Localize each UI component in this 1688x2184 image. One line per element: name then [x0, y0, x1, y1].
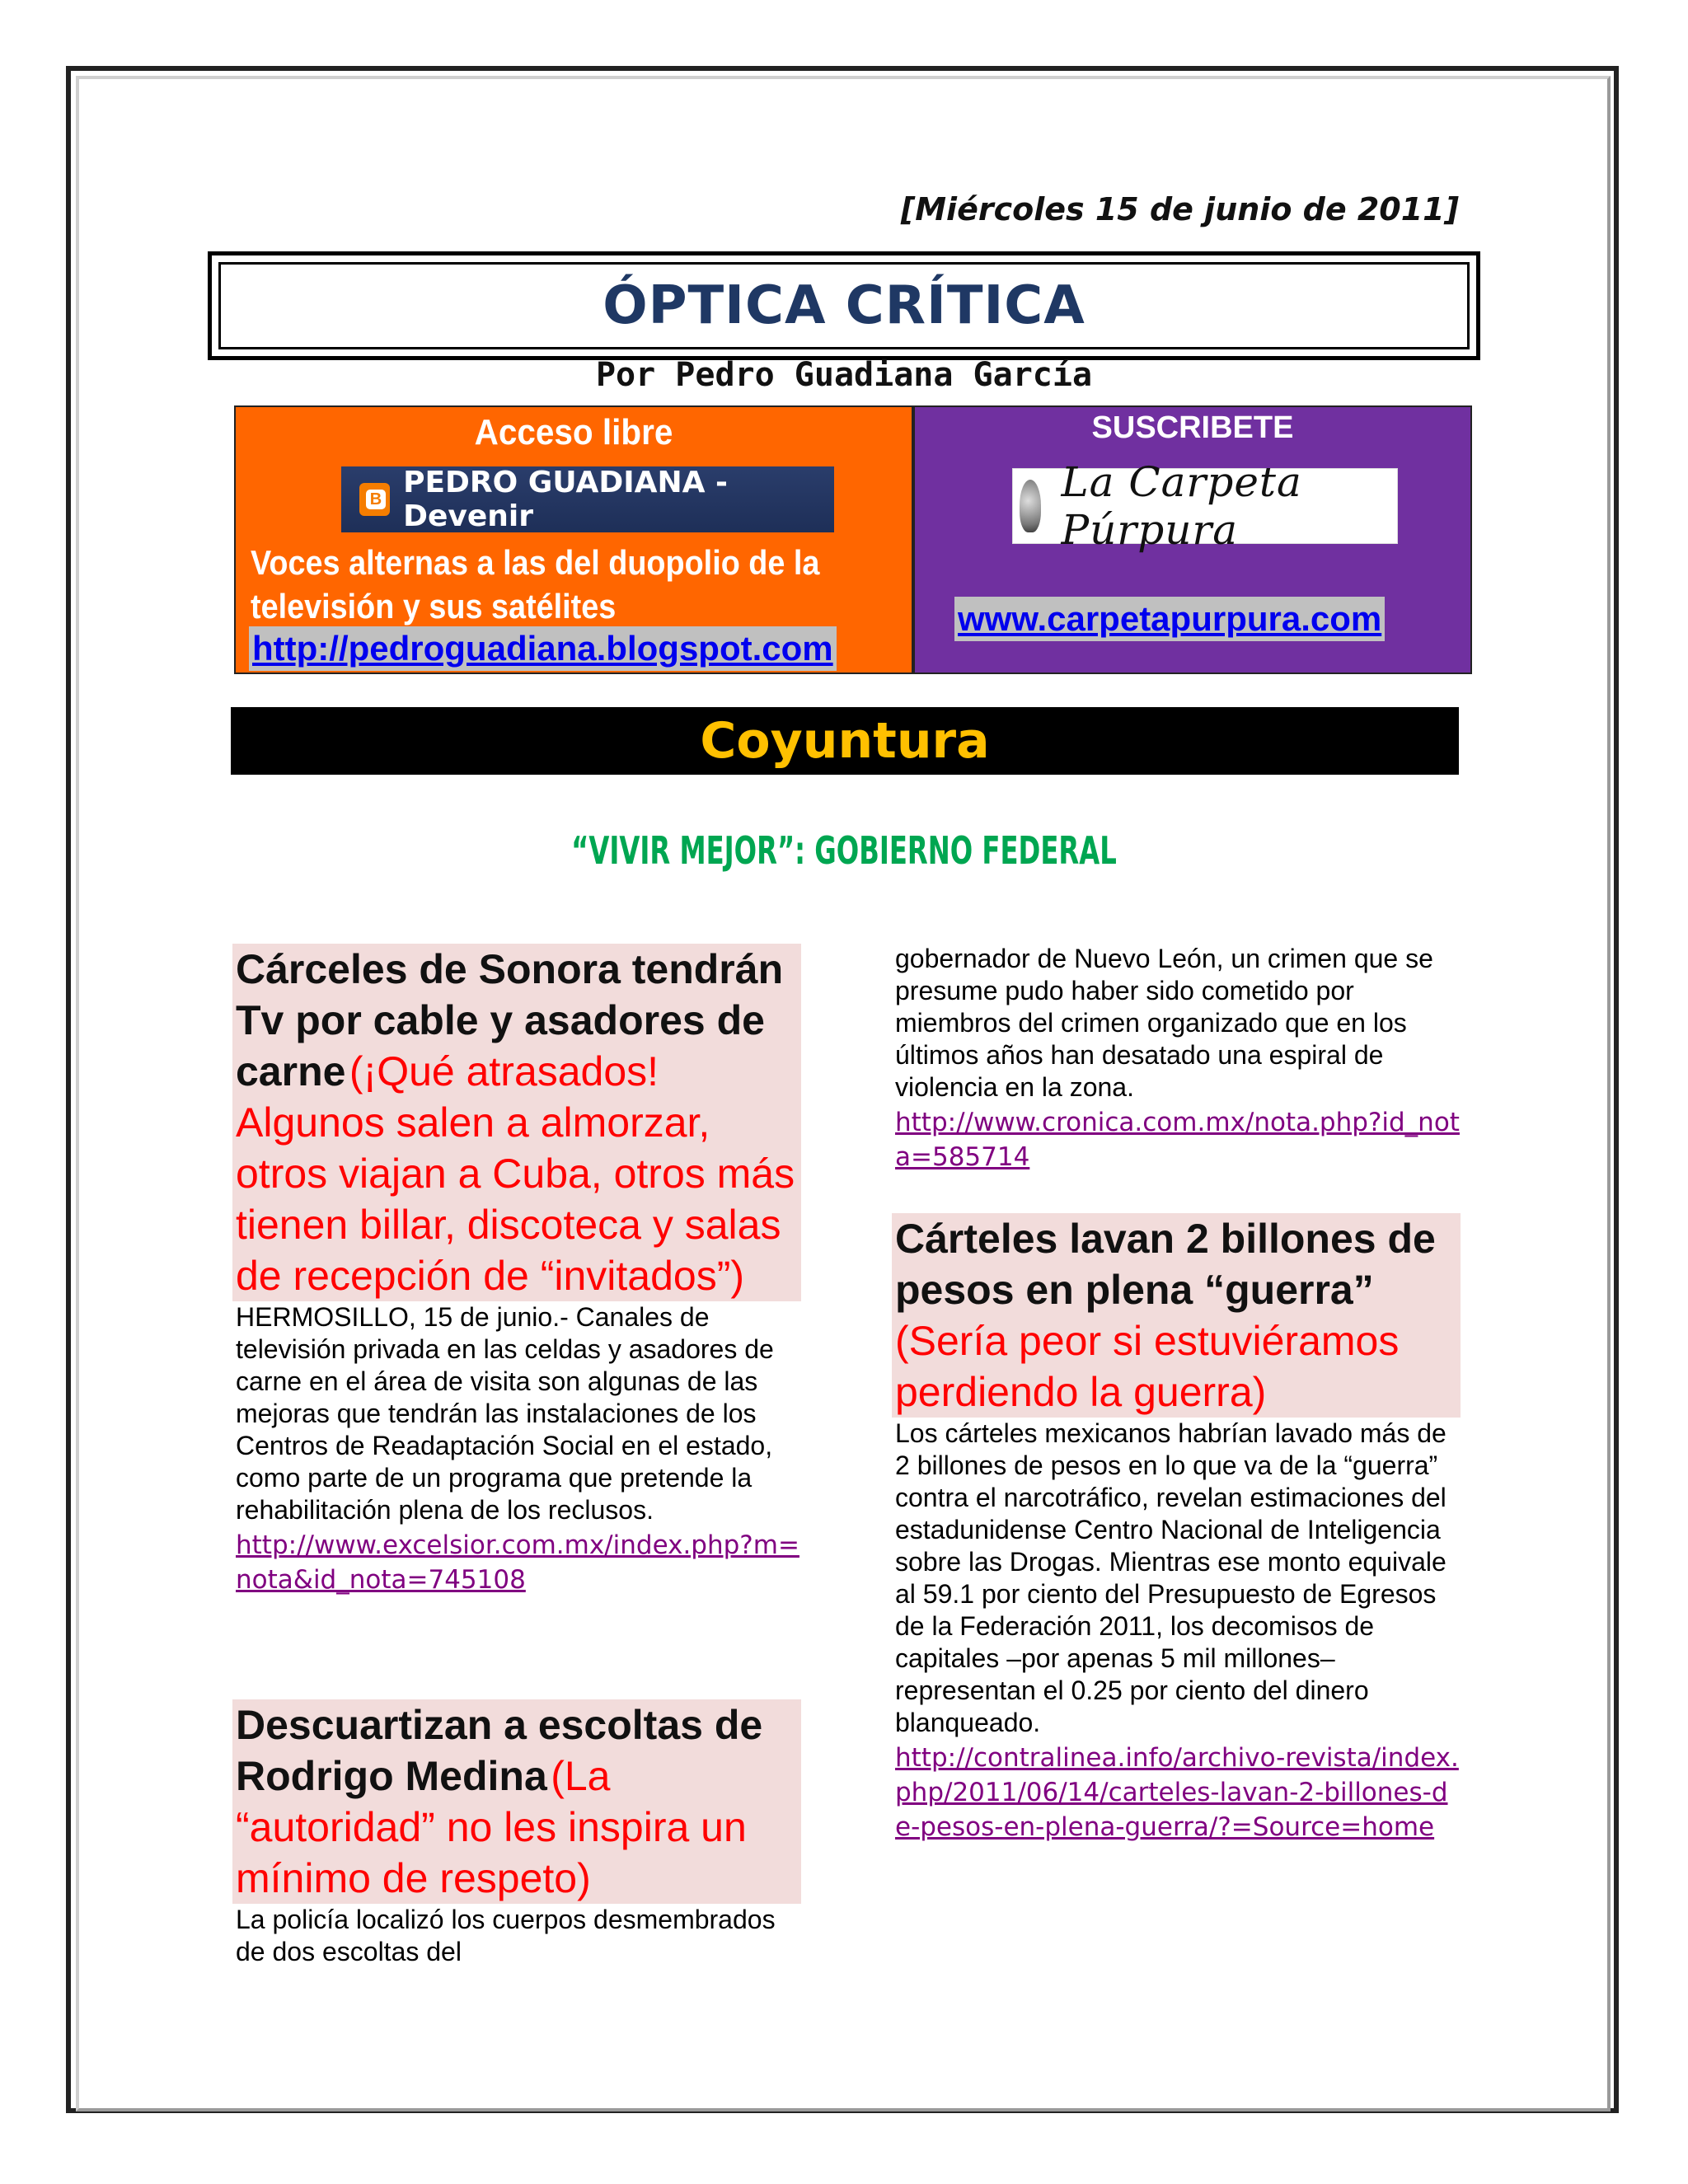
blogger-icon: B: [359, 483, 390, 516]
blogger-banner-text: PEDRO GUADIANA - Devenir: [403, 466, 728, 533]
promo-left-heading: Acceso libre: [474, 412, 673, 452]
story-comment: (La “autoridad” no les inspira un mínimo de respeto): [236, 1753, 747, 1901]
story-head: [892, 1213, 1461, 1418]
story-carteles: [892, 1213, 1461, 1844]
story-body-continued: gobernador de Nuevo León, un crimen que se presume pudo haber sido cometido por miembros del crimen organizado que en los últimos años han desatado una espiral de violencia en la zona.: [895, 944, 1433, 1102]
section-title: Coyuntura: [700, 712, 990, 770]
promo-subscribe: [913, 405, 1472, 674]
page-title: ÓPTICA CRÍTICA: [603, 275, 1085, 336]
story-body: Los cárteles mexicanos habrían lavado más de 2 billones de pesos en lo que va de la “guerra” contra el narcotráfico, revelan estimaciones del estadunidense Centro Nacional de Inteligencia sobre las Drogas. Mientras ese monto equivale al 59.1 por ciento del Presupuesto de Egresos de la Federación 2011, los decomisos de capitales –por apenas 5 mil millones– representan el 0.25 por ciento del dinero blanqueado.: [895, 1418, 1447, 1737]
byline: Por Pedro Guadiana García: [595, 356, 1093, 394]
issue-date: [Miércoles 15 de junio de 2011]: [900, 191, 1459, 227]
story-sonora: [232, 944, 801, 1597]
story-link[interactable]: http://www.cronica.com.mx/nota.php?id_nota=585714: [895, 1108, 1460, 1172]
story-title: Descuartizan a escoltas de Rodrigo Medina: [236, 1702, 763, 1799]
story-head: [232, 944, 801, 1301]
story-link[interactable]: http://www.excelsior.com.mx/index.php?m=nota&id_nota=745108: [236, 1530, 799, 1595]
masthead: [208, 251, 1480, 360]
main-headline: “VIVIR MEJOR”: GOBIERNO FEDERAL: [571, 828, 1117, 873]
story-escoltas: [232, 1699, 801, 1968]
story-head: [232, 1699, 801, 1904]
promo-left-tagline: Voces alternas a las del duopolio de la televisión y sus satélites: [251, 543, 820, 626]
section-header: [231, 707, 1459, 775]
story-title: Cárceles de Sonora tendrán Tv por cable y asadores de carne: [236, 946, 784, 1094]
promo-free-access: [234, 405, 913, 674]
carpeta-logo-text: La Carpeta Púrpura: [1061, 458, 1302, 554]
carpeta-link[interactable]: www.carpetapurpura.com: [954, 597, 1385, 641]
story-escoltas-continued: [892, 943, 1461, 1174]
story-title: Cárteles lavan 2 billones de pesos en plena “guerra”: [895, 1216, 1436, 1313]
blogger-banner[interactable]: [341, 466, 834, 532]
story-body: HERMOSILLO, 15 de junio.- Canales de televisión privada en las celdas y asadores de carne en el área de visita son algunas de las mejoras que tendrán las instalaciones de los Centros de Readaptación Social en el estado, como parte de un programa que pretende la rehabilitación plena de los reclusos.: [236, 1302, 774, 1525]
story-comment: (Sería peor si estuviéramos perdiendo la guerra): [895, 1318, 1400, 1415]
story-link[interactable]: http://contralinea.info/archivo-revista/index.php/2011/06/14/carteles-lavan-2-billones-de-pesos-en-plena-guerra/?=Source=home: [895, 1743, 1459, 1842]
carpeta-purpura-logo[interactable]: [1012, 458, 1398, 554]
blog-link[interactable]: http://pedroguadiana.blogspot.com: [249, 626, 837, 671]
shell-icon: [1020, 480, 1041, 532]
promo-right-heading: SUSCRIBETE: [1091, 410, 1294, 445]
story-body: La policía localizó los cuerpos desmembrados de dos escoltas del: [236, 1905, 776, 1966]
story-comment: (¡Qué atrasados! Algunos salen a almorzar, otros viajan a Cuba, otros más tienen billar, discoteca y salas de recepción de “invitados”): [236, 1048, 795, 1299]
